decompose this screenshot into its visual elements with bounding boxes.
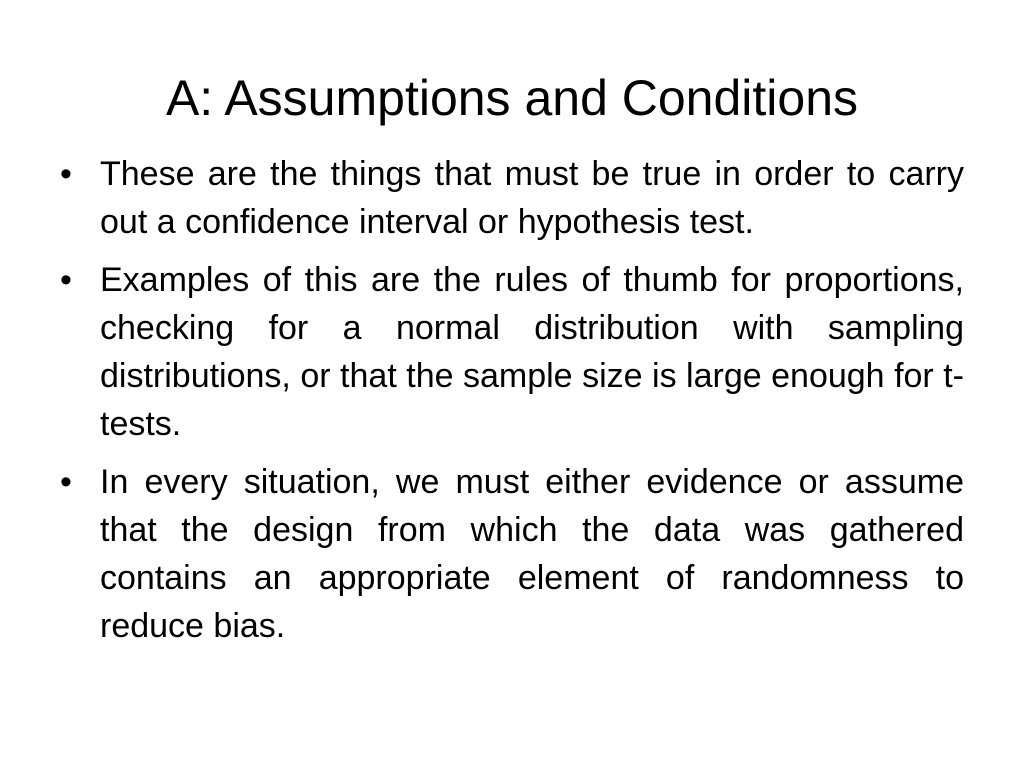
slide-title: A: Assumptions and Conditions	[165, 70, 859, 126]
bullet-icon: •	[60, 155, 72, 193]
bullet-item	[60, 150, 964, 246]
bullet-icon: •	[60, 463, 72, 501]
bullet-text: These are the things that must be true in order to carry out a confidence interval or hypothesis test.	[100, 155, 964, 241]
bullet-item	[60, 458, 964, 650]
bullet-icon: •	[60, 261, 72, 299]
bullet-text: In every situation, we must either evidence or assume that the design from which the data was gathered contains an appropriate element of randomness to reduce bias.	[100, 463, 964, 645]
bullet-list	[60, 150, 964, 660]
bullet-text: Examples of this are the rules of thumb for proportions, checking for a normal distribution with sampling distributions, or that the sample size is large enough for t-tests.	[100, 261, 964, 443]
bullet-item	[60, 256, 964, 448]
